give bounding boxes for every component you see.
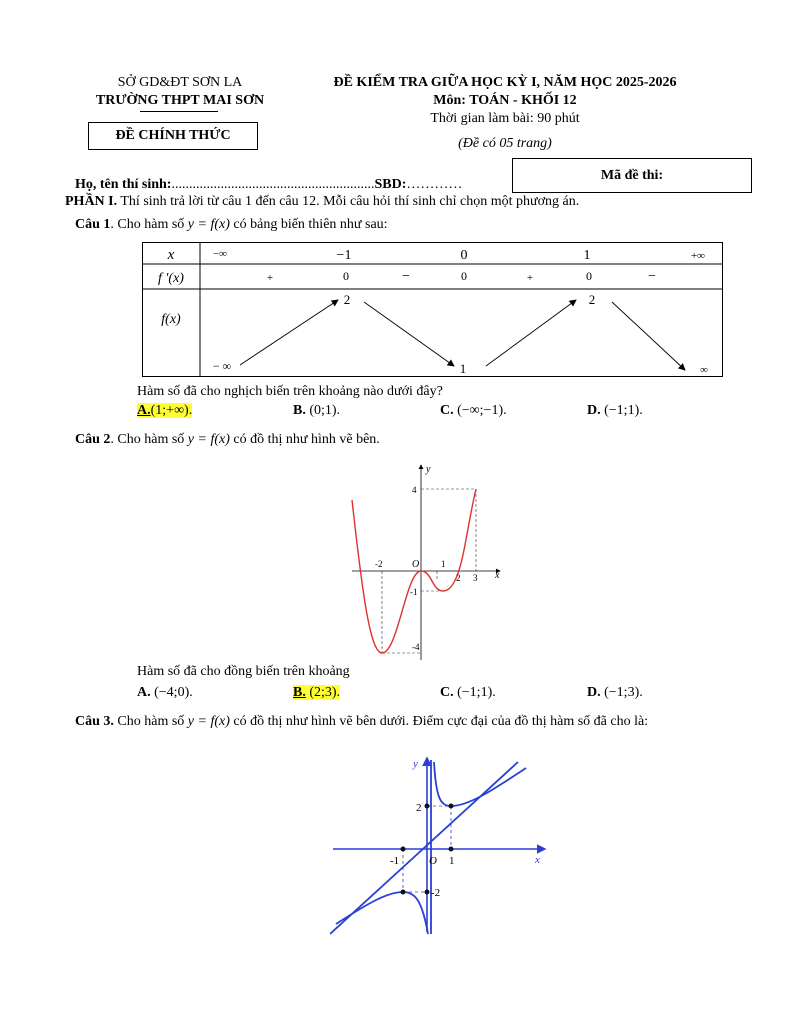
q2-option-d[interactable] — [587, 685, 643, 701]
q1-option-c-text: (−∞;−1). — [457, 403, 507, 418]
q1-option-b[interactable] — [293, 403, 340, 419]
q2-stem — [75, 432, 380, 448]
sbd-dots: ………… — [406, 177, 463, 192]
f-val-neg-inf: − ∞ — [212, 359, 232, 373]
q2-stem-pre: . Cho hàm số — [110, 432, 188, 447]
table-f-label: f(x) — [161, 312, 181, 327]
q2-x1-label: 1 — [441, 559, 446, 569]
q2-graph — [340, 460, 510, 670]
q2-option-c-text: (−1;1). — [457, 685, 496, 700]
q1-option-d[interactable] — [587, 403, 643, 419]
department: SỞ GD&ĐT SƠN LA — [117, 75, 243, 90]
x-val-1: 1 — [583, 248, 591, 263]
q3-label: Câu 3. — [75, 714, 114, 729]
q1-option-b-letter: B. — [293, 403, 306, 418]
q2-y4-label: 4 — [412, 485, 417, 495]
q3-stem-pre: Cho hàm số — [113, 714, 188, 729]
pages-note: (Đề có 05 trang) — [458, 136, 552, 151]
left-branch — [336, 892, 428, 934]
deriv-zero-2: 0 — [461, 269, 467, 283]
q1-variation-table — [142, 242, 724, 378]
q2-x-label: x — [495, 570, 500, 581]
table-x-label: x — [167, 247, 175, 263]
part1-instruction: Thí sinh trả lời từ câu 1 đến câu 12. Mỗi câu hỏi thí sinh chỉ chọn một phương án. — [120, 194, 580, 209]
q2-xneg2-label: -2 — [375, 559, 383, 569]
exam-code-label: Mã đề thi: — [600, 168, 664, 183]
q1-option-a-letter: A. — [137, 403, 151, 418]
q2-option-b[interactable] — [293, 685, 340, 701]
q2-option-d-letter: D. — [587, 685, 601, 700]
q2-option-d-text: (−1;3). — [604, 685, 643, 700]
oblique-asymptote — [330, 762, 518, 934]
x-val-neg-inf: −∞ — [212, 248, 228, 260]
q1-option-d-letter: D. — [587, 403, 601, 418]
variation-arrows — [240, 300, 685, 370]
x-val-neg1: −1 — [336, 248, 352, 263]
q1-option-b-text: (0;1). — [309, 403, 341, 418]
q1-label: Câu 1 — [75, 217, 111, 232]
table-deriv-label: f '(x) — [158, 271, 184, 286]
deriv-sign-2: − — [402, 269, 410, 284]
q2-option-c[interactable] — [440, 685, 496, 701]
q2-origin-label: O — [412, 559, 420, 570]
q3-x-label: x — [535, 854, 540, 866]
q2-func: y = f(x) — [187, 432, 230, 447]
candidate-dots: .......................................................... — [171, 177, 375, 192]
q1-option-c[interactable] — [440, 403, 507, 419]
exam-time: Thời gian làm bài: 90 phút — [430, 111, 580, 126]
q2-option-b-text: (2;3). — [309, 685, 341, 700]
q3-y-label: y — [413, 758, 418, 770]
part1-title: PHẦN I. — [65, 194, 118, 209]
q3-origin-label: O — [429, 855, 437, 867]
q3-x1-label: 1 — [449, 855, 455, 867]
f-val-max2: 2 — [588, 292, 596, 307]
deriv-sign-3: + — [526, 272, 534, 284]
q3-xneg1-label: -1 — [390, 855, 400, 867]
part1-line — [65, 194, 579, 210]
q2-option-a-letter: A. — [137, 685, 151, 700]
q2-label: Câu 2 — [75, 432, 111, 447]
official-label: ĐỀ CHÍNH THỨC — [88, 122, 258, 150]
q2-x3-label: 3 — [473, 573, 478, 583]
x-val-pos-inf: +∞ — [690, 250, 706, 262]
q3-func: y = f(x) — [187, 714, 230, 729]
q3-stem — [75, 714, 648, 730]
f-val-end: ∞ — [700, 364, 708, 376]
f-val-min: 1 — [459, 361, 467, 376]
q1-func: y = f(x) — [187, 217, 230, 232]
subject: Môn: TOÁN - KHỐI 12 — [433, 93, 577, 108]
school-underline — [140, 111, 218, 112]
deriv-zero-1: 0 — [343, 269, 349, 283]
q2-option-b-letter: B. — [293, 685, 306, 700]
deriv-sign-4: − — [648, 269, 656, 284]
q1-stem-pre: . Cho hàm số — [110, 217, 188, 232]
q1-option-a[interactable] — [137, 403, 192, 419]
q2-yneg4-label: -4 — [412, 642, 420, 652]
exam-title: ĐỀ KIỂM TRA GIỮA HỌC KỲ I, NĂM HỌC 2025-2026 — [333, 75, 677, 90]
q3-yneg2-label: -2 — [431, 887, 441, 899]
q3-y2-label: 2 — [416, 802, 422, 814]
q2-question: Hàm số đã cho đồng biến trên khoảng — [137, 664, 350, 679]
x-val-0: 0 — [460, 248, 468, 263]
q3-graph — [330, 752, 550, 937]
deriv-sign-1: + — [266, 272, 274, 284]
school-name: TRƯỜNG THPT MAI SƠN — [95, 93, 265, 108]
q1-option-a-text: (1;+∞). — [150, 403, 193, 418]
candidate-label: Họ, tên thí sinh: — [75, 177, 172, 192]
q3-stem-post: có đồ thị như hình vẽ bên dưới. Điểm cực đại của đồ thị hàm số đã cho là: — [229, 714, 649, 729]
sbd-label: SBD: — [374, 177, 407, 192]
deriv-zero-3: 0 — [586, 269, 592, 283]
q2-yneg1-label: -1 — [410, 587, 418, 597]
q2-option-c-letter: C. — [440, 685, 454, 700]
q1-option-c-letter: C. — [440, 403, 454, 418]
candidate-line — [75, 177, 462, 193]
q1-stem-post: có bảng biến thiên như sau: — [229, 217, 388, 232]
right-branch — [434, 762, 526, 806]
q2-option-a-text: (−4;0). — [154, 685, 193, 700]
exam-code-box — [512, 158, 752, 193]
q2-y-label: y — [426, 464, 431, 475]
q1-stem — [75, 217, 388, 233]
q2-x2-label: 2 — [456, 573, 461, 583]
q2-stem-post: có đồ thị như hình vẽ bên. — [229, 432, 380, 447]
f-val-max1: 2 — [343, 292, 351, 307]
q1-question: Hàm số đã cho nghịch biến trên khoảng nào dưới đây? — [137, 384, 443, 399]
q1-option-d-text: (−1;1). — [604, 403, 643, 418]
q2-option-a[interactable] — [137, 685, 193, 701]
